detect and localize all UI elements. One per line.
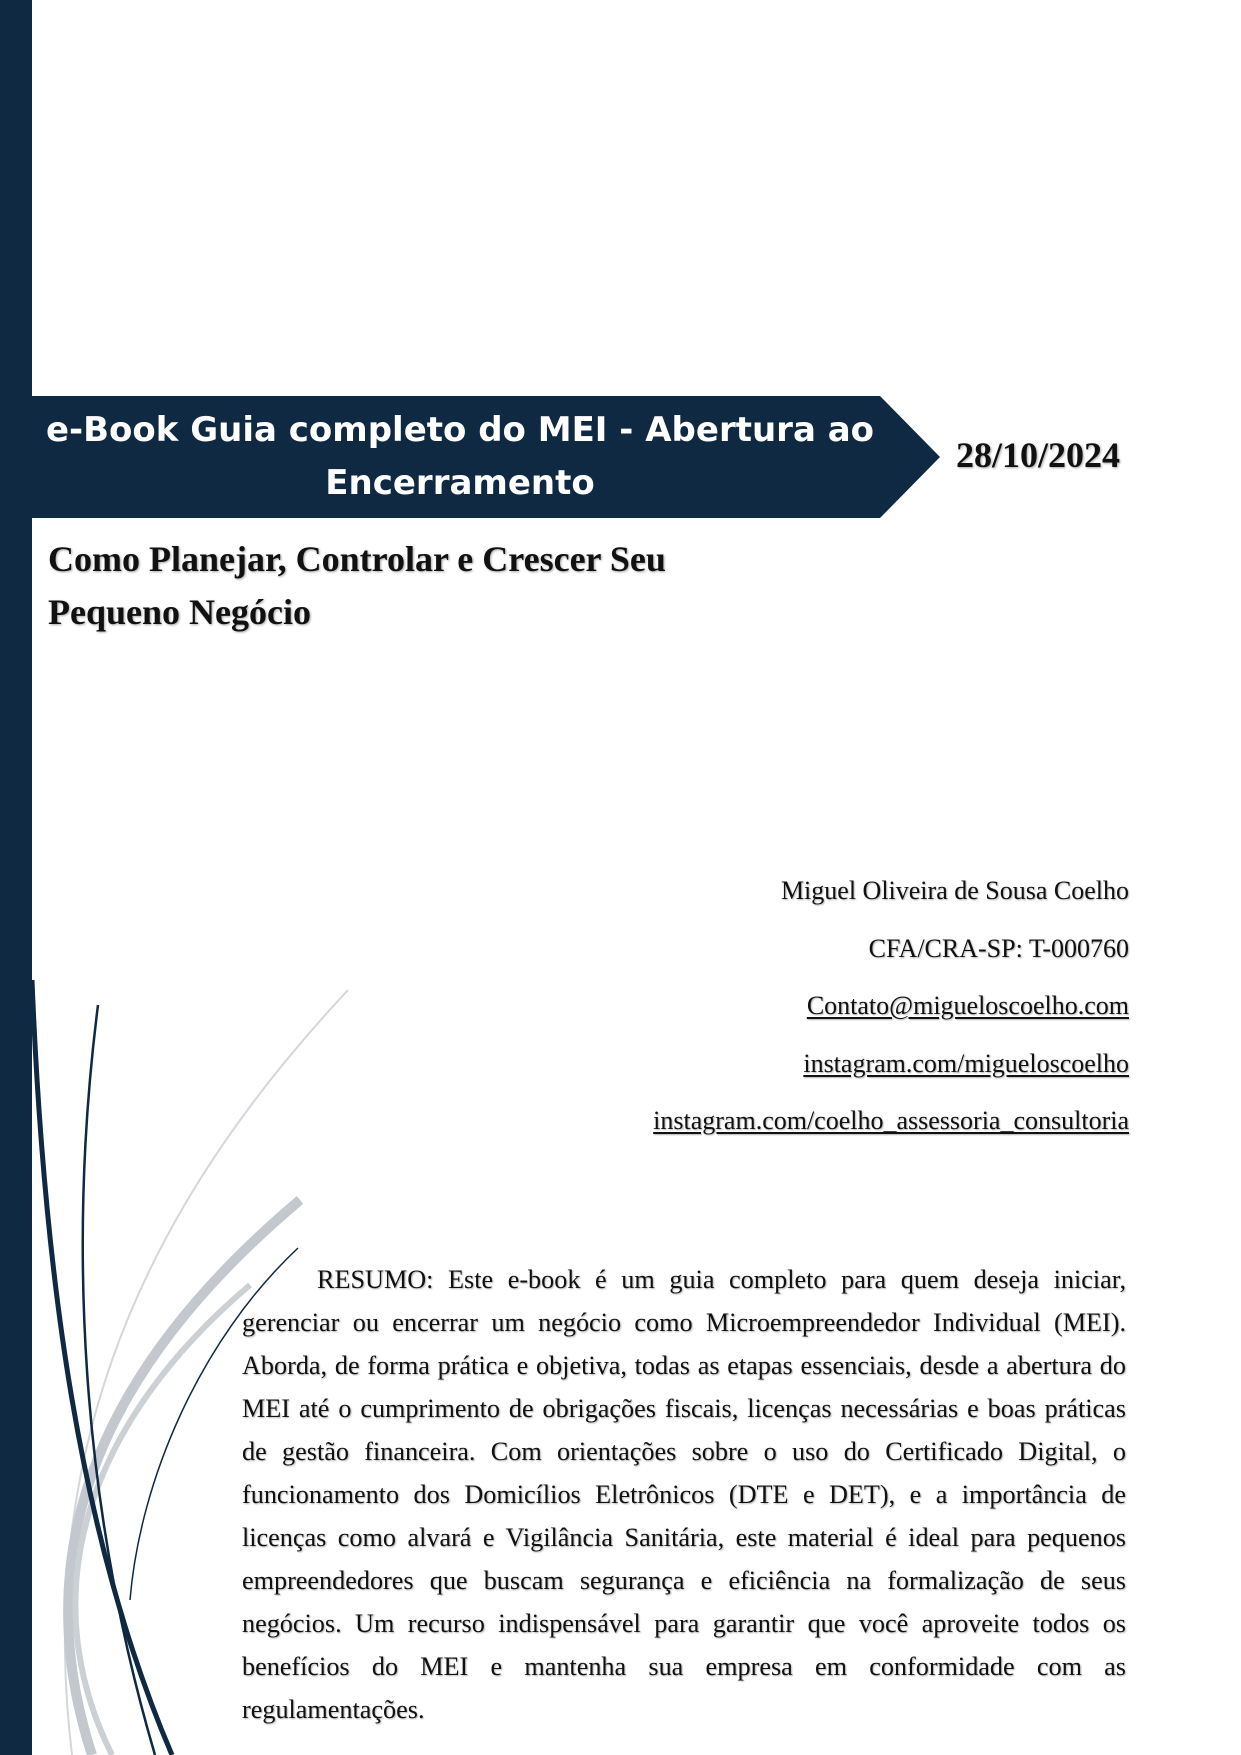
author-info <box>653 862 1129 1150</box>
publication-date: 28/10/2024 <box>956 435 1121 475</box>
ebook-title: e-Book Guia completo do MEI - Abertura ao Encerramento <box>45 410 875 503</box>
author-registration: CFA/CRA-SP: T-000760 <box>868 933 1129 963</box>
author-name: Miguel Oliveira de Sousa Coelho <box>780 876 1129 905</box>
curve-navy-inner <box>83 1005 155 1755</box>
instagram-personal-link[interactable]: instagram.com/migueloscoelho <box>803 1048 1129 1078</box>
ebook-subtitle: Como Planejar, Controlar e Crescer Seu Pequeno Negócio <box>48 539 666 632</box>
author-email-link[interactable]: Contato@migueloscoelho.com <box>806 991 1129 1020</box>
curve-gray-mid <box>75 1285 250 1755</box>
instagram-company-link[interactable]: instagram.com/coelho_assessoria_consultoria <box>653 1106 1129 1135</box>
abstract-paragraph: RESUMO: Este e-book é um guia completo para quem deseja iniciar, gerenciar ou encerrar um negócio como Microempreendedor Individual (MEI). Aborda, de forma prática e objetiva, todas as etapas essenciais, desde a abertura do MEI até o cumprimento de obrigações fiscais, licenças necessárias e boas práticas de gestão financeira. Com orientações sobre o uso do Certificado Digital, o funcionamento dos Domicílios Eletrônicos (DTE e DET), e a importância de licenças como alvará e Vigilância Sanitária, este material é ideal para pequenos empreendedores que buscam segurança e eficiência na formalização de seus negócios. Um recurso indispensável para garantir que você aproveite todos os benefícios do MEI e mantenha sua empresa em conformidade com as regulamentações. <box>242 1265 1126 1724</box>
